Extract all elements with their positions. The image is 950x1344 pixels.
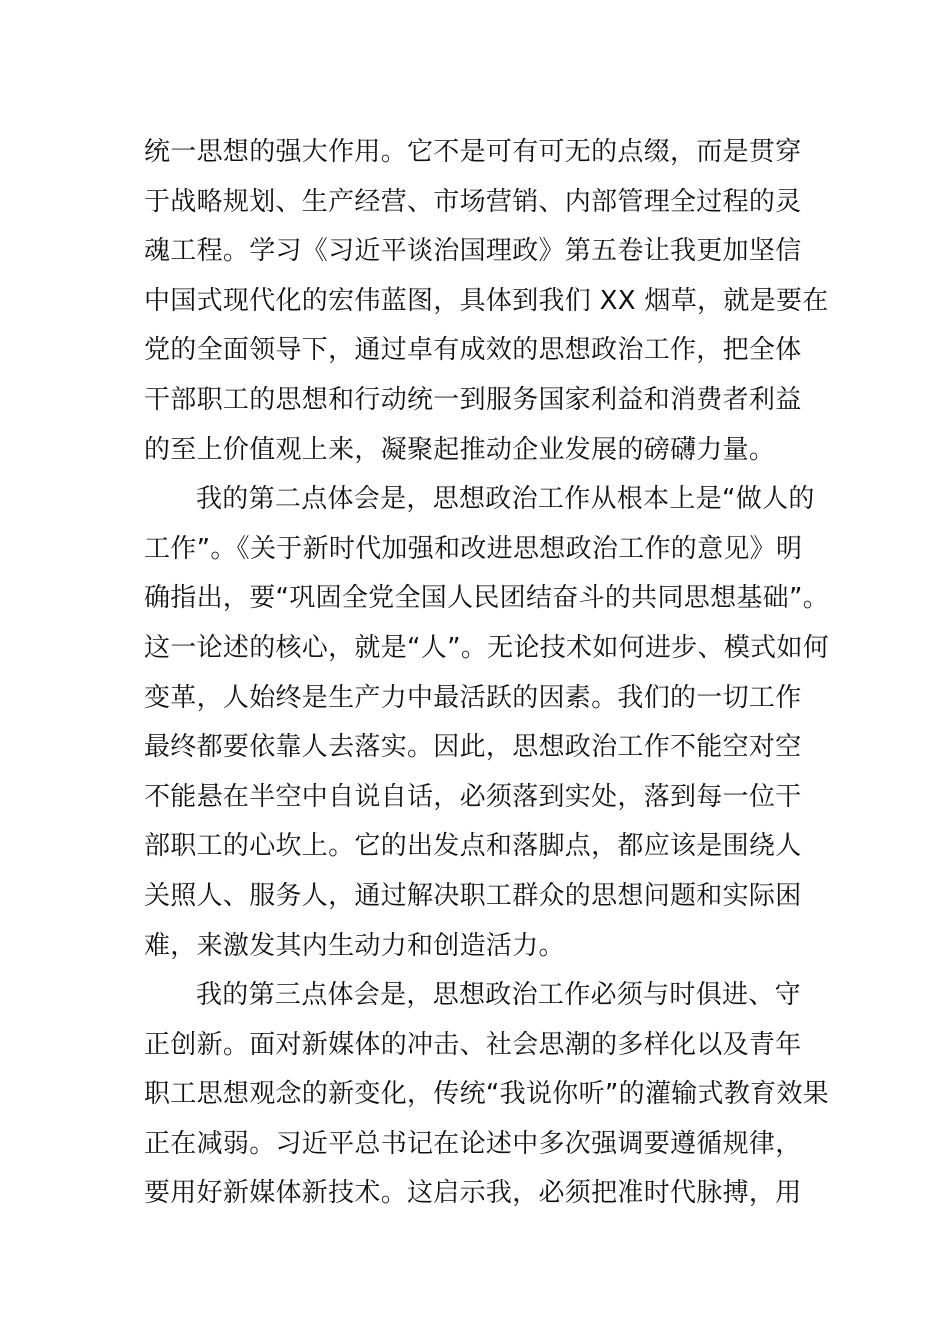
text-line: 确指出，要“巩固全党全国人民团结奋斗的共同思想基础”。 — [144, 583, 830, 614]
text-line: 变革，人始终是生产力中最活跃的因素。我们的一切工作 — [144, 682, 802, 713]
text-line: 统一思想的强大作用。它不是可有可无的点缀，而是贯穿 — [144, 137, 802, 167]
text-line: 难，来激发其内生动力和创造活力。 — [144, 930, 565, 961]
text-line: 要用好新媒体新技术。这启示我，必须把准时代脉搏，用 — [144, 1178, 802, 1209]
text-line: 最终都要依靠人去落实。因此，思想政治工作不能空对空 — [144, 732, 802, 763]
text-line: 正在减弱。习近平总书记在论述中多次强调要遵循规律， — [144, 1128, 802, 1159]
document-body — [144, 128, 830, 1219]
text-line: 不能悬在半空中自说自话，必须落到实处，落到每一位干 — [144, 781, 802, 812]
text-line: 于战略规划、生产经营、市场营销、内部管理全过程的灵 — [144, 186, 802, 217]
text-line: 魂工程。学习《习近平谈治国理政》第五卷让我更加坚信 — [144, 236, 802, 267]
text-line: 工作”。《关于新时代加强和改进思想政治工作的意见》明 — [144, 533, 803, 564]
text-line: 正创新。面对新媒体的冲击、社会思潮的多样化以及青年 — [144, 1029, 802, 1060]
text-line: 关照人、服务人，通过解决职工群众的思想问题和实际困 — [144, 880, 802, 911]
text-line: 党的全面领导下，通过卓有成效的思想政治工作，把全体 — [144, 335, 802, 366]
text-line: 职工思想观念的新变化，传统“我说你听”的灌输式教育效果 — [144, 1079, 830, 1110]
text-line: 干部职工的思想和行动统一到服务国家利益和消费者利益 — [144, 384, 802, 415]
text-line: 中国式现代化的宏伟蓝图，具体到我们 XX 烟草，就是要在 — [144, 285, 829, 316]
text-line: 这一论述的核心，就是“人”。无论技术如何进步、模式如何 — [144, 632, 830, 663]
text-line: 的至上价值观上来，凝聚起推动企业发展的磅礴力量。 — [144, 434, 776, 465]
paragraph-first-line: 我的第二点体会是，思想政治工作从根本上是“做人的 — [196, 484, 815, 515]
text-line: 部职工的心坎上。它的出发点和落脚点，都应该是围绕人 — [144, 831, 802, 862]
paragraph-first-line: 我的第三点体会是，思想政治工作必须与时俱进、守 — [196, 980, 801, 1011]
